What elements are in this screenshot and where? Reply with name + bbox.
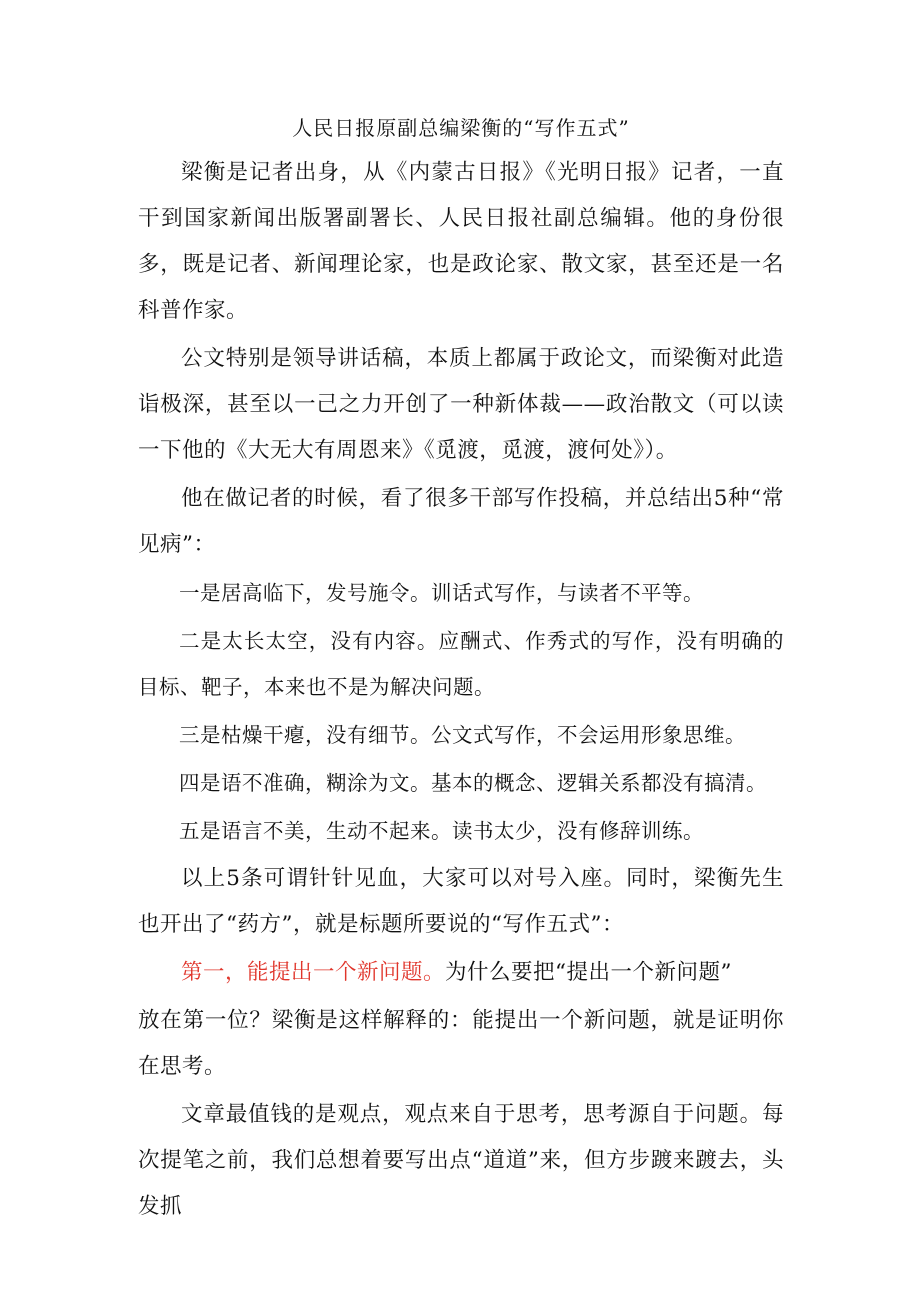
list-item-problem-4: 四是语不准确，糊涂为文。基本的概念、逻辑关系都没有搞清。 (179, 771, 767, 795)
paragraph-common-problems: 他在做记者的时候，看了很多干部写作投稿，并总结出5种“常见病”： (138, 486, 784, 557)
paragraph-first-method-continuation: 放在第一位？梁衡是这样解释的：能提出一个新问题，就是证明你在思考。 (138, 1008, 784, 1079)
paragraph-first-method (138, 950, 784, 996)
list-item-problem-3: 三是枯燥干瘪，没有细节。公文式写作，不会运用形象思维。 (179, 723, 746, 747)
document-title: 人民日报原副总编梁衡的“写作五式” (292, 116, 630, 140)
first-method-question: 为什么要把“提出一个新问题” (445, 960, 732, 985)
highlight-first-method: 第一，能提出一个新问题。 (181, 960, 446, 985)
paragraph-political-essay: 公文特别是领导讲话稿，本质上都属于政论文，而梁衡对此造诣极深，甚至以一己之力开创了一种新体裁——政治散文（可以读一下他的《大无大有周恩来》《觅渡，觅渡，渡何处》）。 (138, 346, 784, 463)
paragraph-prescription: 以上5条可谓针针见血，大家可以对号入座。同时，梁衡先生也开出了“药方”，就是标题所要说的“写作五式”： (138, 866, 784, 937)
list-item-problem-2: 二是太长太空，没有内容。应酬式、作秀式的写作，没有明确的目标、靶子，本来也不是为解决问题。 (138, 629, 784, 699)
list-item-problem-5: 五是语言不美，生动不起来。读书太少，没有修辞训练。 (179, 819, 704, 843)
list-item-problem-1: 一是居高临下，发号施令。训话式写作，与读者不平等。 (179, 581, 704, 605)
paragraph-viewpoint: 文章最值钱的是观点，观点来自于思考，思考源自于问题。每次提笔之前，我们总想着要写出点“道道”来，但方步踱来踱去，头发抓 (138, 1102, 784, 1219)
document-page (138, 112, 784, 1232)
paragraph-intro: 梁衡是记者出身，从《内蒙古日报》《光明日报》记者，一直干到国家新闻出版署副署长、人民日报社副总编辑。他的身份很多，既是记者、新闻理论家，也是政论家、散文家，甚至还是一名科普作家。 (138, 160, 784, 323)
